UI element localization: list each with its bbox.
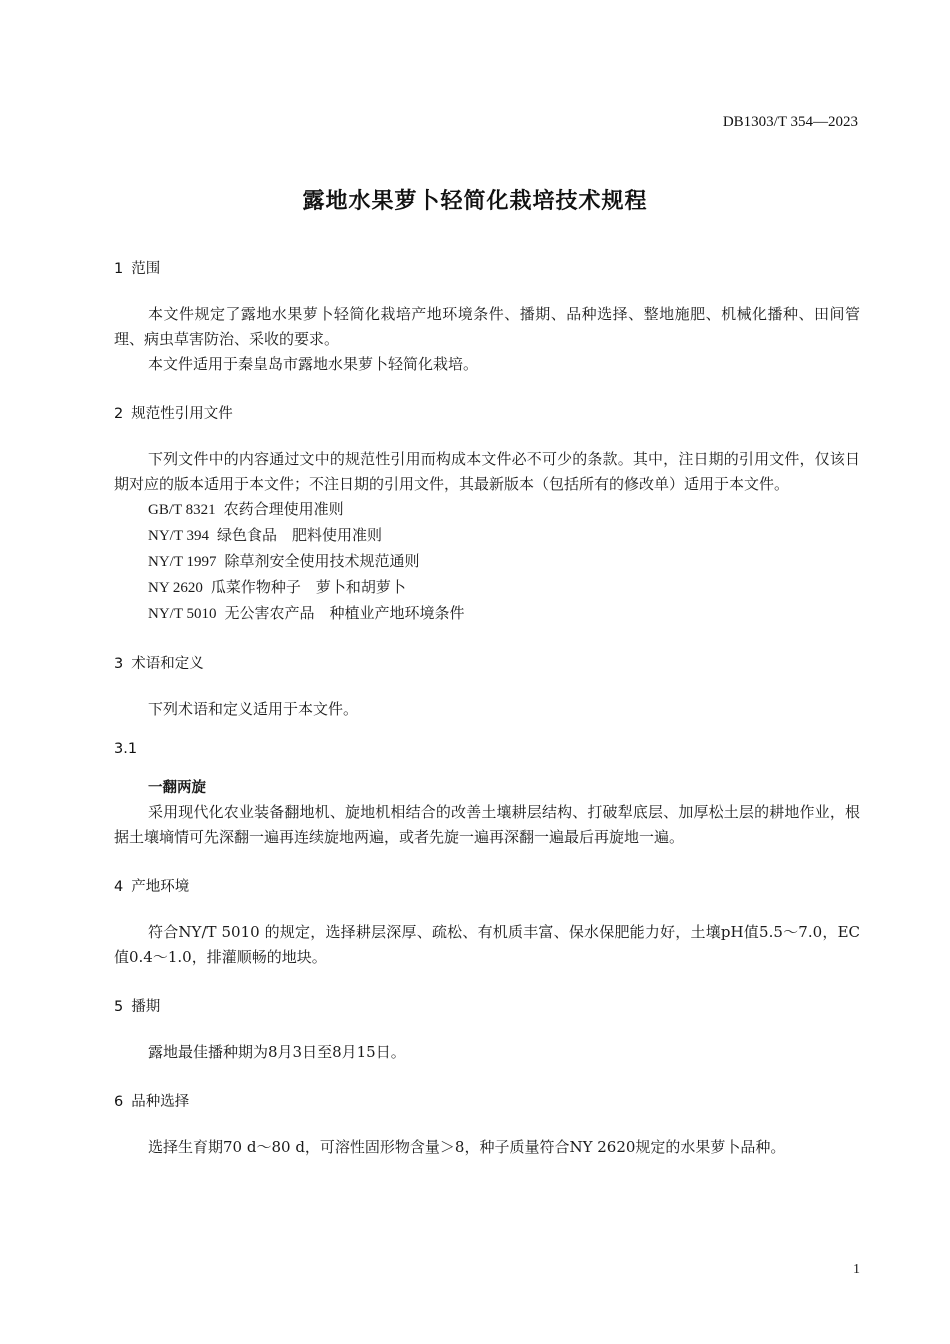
- reference-title: 绿色食品 肥料使用准则: [216, 526, 382, 544]
- reference-title: 农药合理使用准则: [223, 500, 344, 518]
- section-heading: [114, 256, 860, 282]
- reference-item: [114, 523, 860, 549]
- section-title: 范围: [131, 261, 161, 277]
- section-number: 1: [114, 261, 124, 277]
- section-sowing-period: [114, 994, 860, 1065]
- reference-code: NY/T 5010: [148, 606, 217, 622]
- reference-item: [114, 575, 860, 601]
- section-heading: [114, 1089, 860, 1115]
- reference-code: NY/T 1997: [148, 554, 217, 570]
- section-number: 4: [114, 879, 124, 895]
- document-title: 露地水果萝卜轻简化栽培技术规程: [302, 189, 648, 214]
- paragraph: 选择生育期70 d～80 d，可溶性固形物含量＞8，种子质量符合NY 2620规定的水果萝卜品种。: [148, 1138, 786, 1156]
- reference-code: GB/T 8321: [148, 502, 216, 518]
- section-heading: [114, 994, 860, 1020]
- section-heading: [114, 651, 860, 677]
- section-variety-selection: [114, 1089, 860, 1160]
- term-definition: 采用现代化农业装备翻地机、旋地机相结合的改善土壤耕层结构、打破犁底层、加厚松土层的耕地作业，根据土壤墒情可先深翻一遍再连续旋地两遍，或者先旋一遍再深翻一遍最后再旋地一遍。: [114, 803, 860, 846]
- section-production-environment: [114, 874, 860, 970]
- paragraph: 本文件适用于秦皇岛市露地水果萝卜轻简化栽培。: [148, 355, 479, 373]
- section-number: 3: [114, 656, 124, 672]
- reference-title: 瓜菜作物种子 萝卜和胡萝卜: [210, 578, 406, 596]
- section-title: 产地环境: [131, 879, 190, 895]
- reference-code: NY 2620: [148, 580, 203, 596]
- section-number: 2: [114, 406, 124, 422]
- section-normative-references: [114, 401, 860, 627]
- section-title: 规范性引用文件: [131, 406, 233, 422]
- page-number: 1: [853, 1262, 860, 1277]
- paragraph: 下列文件中的内容通过文中的规范性引用而构成本文件必不可少的条款。其中，注日期的引用文件，仅该日期对应的版本适用于本文件；不注日期的引用文件，其最新版本（包括所有的修改单）适用于本文件。: [114, 450, 860, 493]
- document-number: DB1303/T 354—2023: [722, 114, 858, 130]
- section-title: 术语和定义: [131, 656, 204, 672]
- paragraph: 本文件规定了露地水果萝卜轻简化栽培产地环境条件、播期、品种选择、整地施肥、机械化播种、田间管理、病虫草害防治、采收的要求。: [114, 305, 860, 348]
- reference-item: [114, 497, 860, 523]
- subsection-number: 3.1: [114, 741, 138, 757]
- section-title: 播期: [131, 999, 161, 1015]
- section-title: 品种选择: [131, 1094, 190, 1110]
- reference-item: [114, 601, 860, 627]
- document-body: [114, 256, 860, 1160]
- reference-title: 无公害农产品 种植业产地环境条件: [224, 604, 465, 622]
- reference-code: NY/T 394: [148, 528, 209, 544]
- paragraph: 符合NY/T 5010 的规定，选择耕层深厚、疏松、有机质丰富、保水保肥能力好，土壤pH值5.5～7.0，EC值0.4～1.0，排灌顺畅的地块。: [114, 923, 860, 966]
- reference-item: [114, 549, 860, 575]
- section-heading: [114, 401, 860, 427]
- section-terms-definitions: [114, 651, 860, 850]
- term-heading: 一翻两旋: [148, 780, 206, 796]
- section-heading: [114, 874, 860, 900]
- section-number: 6: [114, 1094, 124, 1110]
- paragraph: 露地最佳播种期为8月3日至8月15日。: [148, 1043, 406, 1061]
- reference-title: 除草剂安全使用技术规范通则: [224, 552, 420, 570]
- section-scope: [114, 256, 860, 377]
- paragraph: 下列术语和定义适用于本文件。: [148, 700, 359, 718]
- section-number: 5: [114, 999, 124, 1015]
